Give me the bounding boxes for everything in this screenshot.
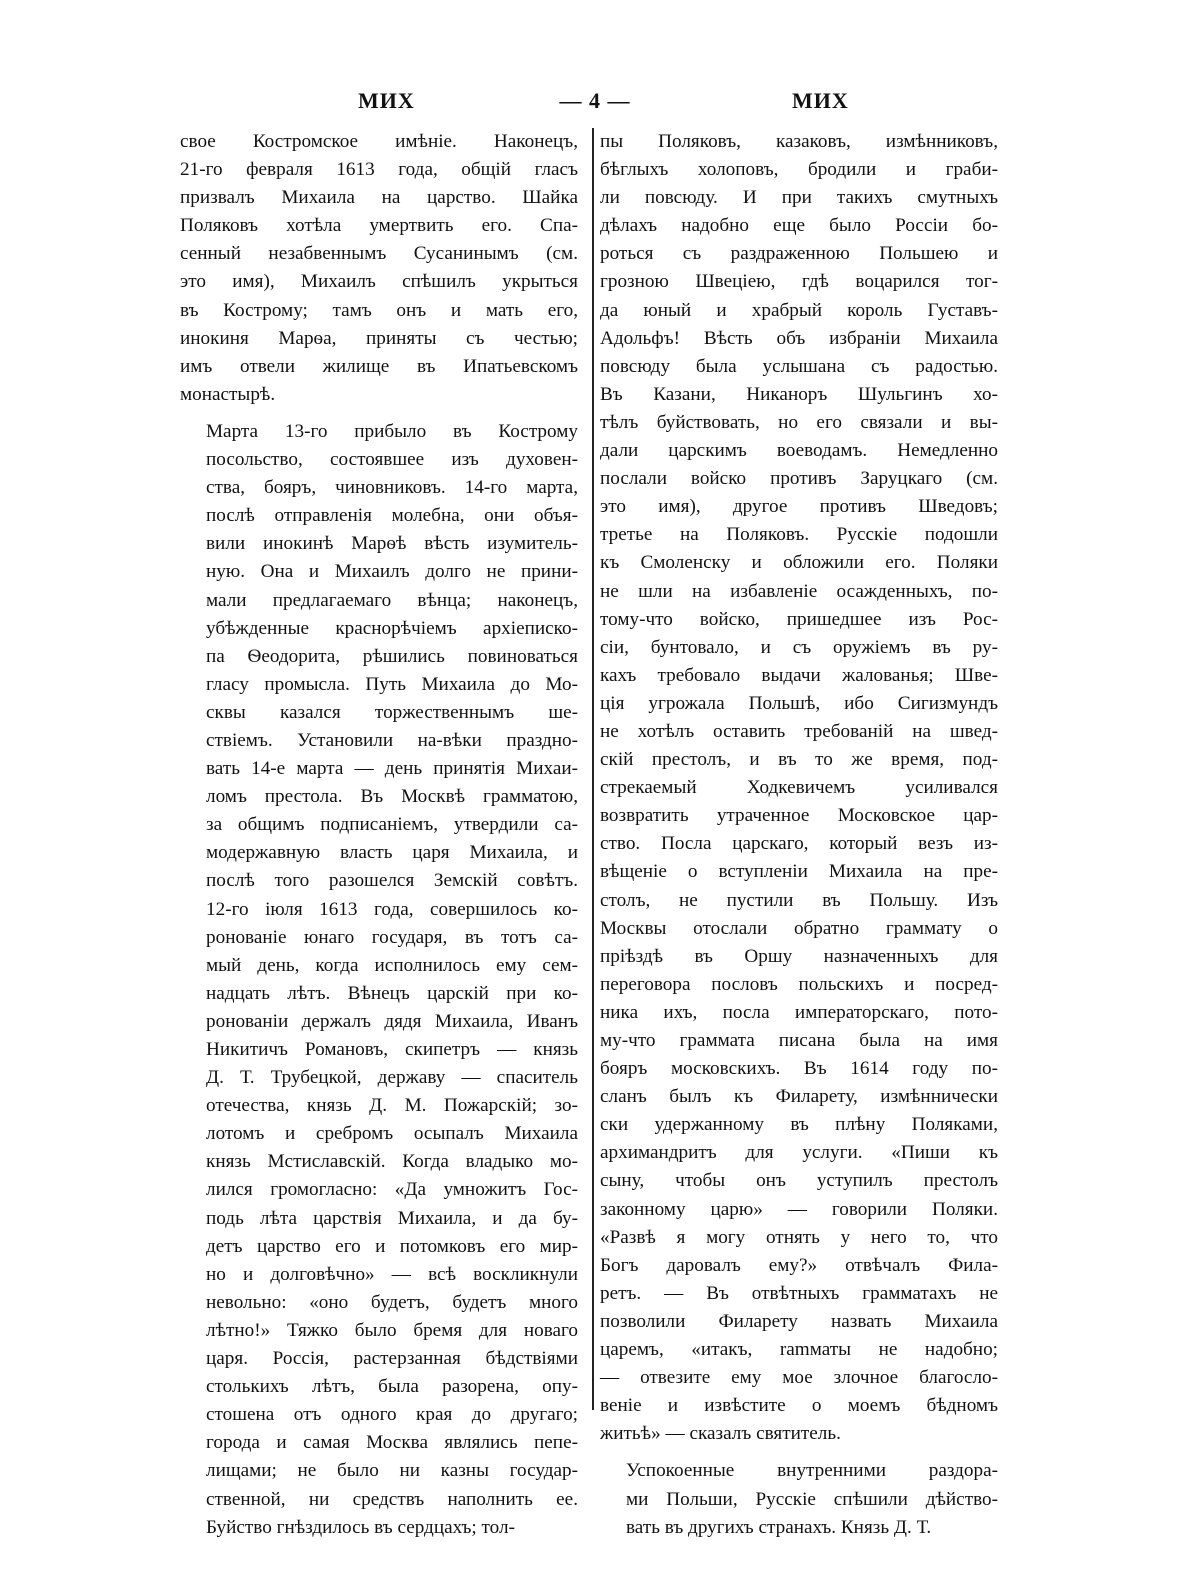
text-line: лищами; не было ни казны государ- <box>206 1460 578 1482</box>
text-line: — отвезите ему мое злочное благосло- <box>600 1367 998 1389</box>
text-line: въ Кострому; тамъ онъ и мать его, <box>180 299 578 321</box>
text-line: имъ отвели жилище въ Ипатьевскомъ <box>180 355 578 377</box>
text-line: Д. Т. Трубецкой, державу — спаситель <box>206 1067 578 1089</box>
text-line: царя. Россія, растерзанная бѣдствіями <box>206 1348 578 1370</box>
text-line: законному царю» — говорили Поляки. <box>600 1198 998 1220</box>
text-line: вать 14-е марта — день принятія Михаи- <box>206 758 578 780</box>
text-line: дѣлахъ надобно еще было Россіи бо- <box>600 215 998 237</box>
text-line: модержавную власть царя Михаила, и <box>206 842 578 864</box>
text-line: возвратить утраченное Московское цар- <box>600 805 998 827</box>
text-line: призвалъ Михаила на царство. Шайка <box>180 187 578 209</box>
text-line: Въ Казани, Никаноръ Шульгинъ хо- <box>600 383 998 405</box>
text-line: лился громогласно: «Да умножитъ Гос- <box>206 1179 578 1201</box>
text-line: ція угрожала Польшѣ, ибо Сигизмундъ <box>600 692 998 714</box>
text-line: ства, бояръ, чиновниковъ. 14-го марта, <box>206 477 578 499</box>
text-line: Марта 13-го прибыло въ Кострому <box>206 420 578 442</box>
text-line: посольство, состоявшее изъ духовен- <box>206 449 578 471</box>
text-line: гласу промысла. Путь Михаила до Мо- <box>206 673 578 695</box>
text-line: послѣ того разошелся Земскій совѣтъ. <box>206 870 578 892</box>
text-line: пы Поляковъ, казаковъ, измѣнниковъ, <box>600 131 998 152</box>
text-line: пріѣздѣ въ Оршу назначенныхъ для <box>600 945 998 967</box>
text-line: мый день, когда исполнилось ему сем- <box>206 954 578 976</box>
text-line: сквы казался торжественнымъ ше- <box>206 701 578 723</box>
paragraph <box>600 1457 998 1541</box>
text-line: не хотѣлъ оставить требованій на швед- <box>600 720 998 742</box>
text-line: свое Костромское имѣніе. Наконецъ, <box>180 131 578 152</box>
text-line: сыну, чтобы онъ уступилъ престолъ <box>600 1170 998 1192</box>
text-line: «Развѣ я могу отнять у него то, что <box>600 1226 998 1248</box>
running-head-left: МИХ <box>358 88 415 113</box>
right-text-column <box>600 128 998 1542</box>
text-line: ли повсюду. И при такихъ смутныхъ <box>600 187 998 209</box>
text-line: роться съ раздраженною Польшею и <box>600 243 998 265</box>
text-line: монастырѣ. <box>180 383 276 405</box>
text-line: Никитичъ Романовъ, скипетръ — князь <box>206 1039 578 1060</box>
paragraph <box>600 128 998 1448</box>
text-line: ски удержанному въ плѣну Поляками, <box>600 1114 998 1136</box>
text-line: кахъ требовало выдачи жалованья; Шве- <box>600 664 998 686</box>
text-line: 12-го іюля 1613 года, совершилось ко- <box>206 898 578 920</box>
text-line: невольно: «оно будетъ, будетъ много <box>206 1291 578 1313</box>
text-line: это имя), Михаилъ спѣшилъ укрыться <box>180 271 578 293</box>
text-line: му-что граммата писана была на имя <box>600 1030 998 1051</box>
text-line: за общимъ подписаніемъ, утвердили са- <box>206 814 578 836</box>
text-line: ми Польши, Русскіе спѣшили дѣйство- <box>626 1488 998 1510</box>
text-line: архимандритъ для услуги. «Пиши къ <box>600 1142 998 1164</box>
text-line: стошена отъ одного края до другаго; <box>206 1404 578 1426</box>
text-line: Адольфъ! Вѣсть объ избраніи Михаила <box>600 327 998 349</box>
text-line: па Ѳеодорита, рѣшились повиноваться <box>206 645 578 667</box>
text-line: ную. Она и Михаилъ долго не прини- <box>206 561 578 583</box>
text-line: сланъ былъ къ Филарету, измѣннически <box>600 1086 998 1108</box>
paragraph <box>180 418 578 1542</box>
text-line: Москвы отослали обратно граммату о <box>600 917 998 939</box>
text-line: Буйство гнѣздилось въ сердцахъ; тол- <box>206 1516 515 1538</box>
text-line: повсюду была услышана съ радостью. <box>600 355 998 377</box>
text-line: убѣжденные краснорѣчіемъ архіеписко- <box>206 617 578 639</box>
text-line: тѣлъ буйствовать, но его связали и вы- <box>600 411 998 433</box>
text-line: но и долговѣчно» — всѣ воскликнули <box>206 1263 578 1285</box>
text-line: сіи, бунтовало, и съ оружіемъ въ ру- <box>600 636 998 658</box>
text-line: подь лѣта царствія Михаила, и да бу- <box>206 1207 578 1229</box>
text-line: ронованіе юнаго государя, въ тотъ са- <box>206 926 578 948</box>
text-line: ственной, ни средствъ наполнить ее. <box>206 1488 578 1510</box>
text-line: вѣщеніе о вступленіи Михаила на пре- <box>600 861 998 883</box>
text-line: ство. Посла царскаго, который везъ из- <box>600 833 998 855</box>
text-line: столькихъ лѣтъ, была разорена, опу- <box>206 1376 578 1398</box>
text-line: позволили Филарету назвать Михаила <box>600 1310 998 1332</box>
text-line: лотомъ и сребромъ осыпалъ Михаила <box>206 1123 578 1145</box>
text-line: столъ, не пустили въ Польшу. Изъ <box>600 889 998 911</box>
text-line: надцать лѣтъ. Вѣнецъ царскій при ко- <box>206 982 578 1004</box>
text-line: царемъ, «итакъ, ramматы не надобно; <box>600 1339 998 1361</box>
text-line: послѣ отправленія молебна, они объя- <box>206 505 578 527</box>
text-line: вать въ другихъ странахъ. Князь Д. Т. <box>626 1516 932 1538</box>
text-line: 21-го февраля 1613 года, общій гласъ <box>180 159 578 181</box>
text-line: дали царскимъ воеводамъ. Немедленно <box>600 440 998 462</box>
text-line: стрекаемый Ходкевичемъ усиливался <box>600 777 998 799</box>
text-line: сенный незабвеннымъ Сусанинымъ (см. <box>180 243 578 265</box>
text-line: Богъ даровалъ ему?» отвѣчалъ Фила- <box>600 1254 998 1276</box>
page-number: — 4 — <box>559 88 631 113</box>
text-line: скій престолъ, и въ то же время, под- <box>600 749 998 771</box>
running-head-right: МИХ <box>792 88 849 113</box>
text-line: не шли на избавленіе осажденныхъ, по- <box>600 580 998 602</box>
text-line: Поляковъ хотѣла умертвить его. Спа- <box>180 215 578 237</box>
text-line: лѣтно!» Тяжко было бремя для новаго <box>206 1319 578 1341</box>
text-line: ника ихъ, посла императорскаго, пото- <box>600 1001 998 1023</box>
text-line: переговора пословъ польскихъ и посред- <box>600 973 998 995</box>
left-text-column <box>180 128 578 1542</box>
text-line: тому-что войско, пришедшее изъ Рос- <box>600 608 998 630</box>
text-line: житьѣ» — сказалъ святитель. <box>600 1423 841 1445</box>
text-line: ломъ престола. Въ Москвѣ грамматою, <box>206 786 578 808</box>
text-line: веніе и извѣстите о моемъ бѣдномъ <box>600 1395 998 1417</box>
page-header <box>180 88 1010 128</box>
paragraph <box>180 128 578 409</box>
text-line: это имя), другое противъ Шведовъ; <box>600 496 998 518</box>
text-line: ретъ. — Въ отвѣтныхъ грамматахъ не <box>600 1282 998 1304</box>
text-line: ствіемъ. Установили на-вѣки праздно- <box>206 729 578 751</box>
text-line: города и самая Москва являлись пепе- <box>206 1432 578 1454</box>
text-line: третье на Поляковъ. Русскіе подошли <box>600 524 998 546</box>
text-line: мали предлагаемаго вѣнца; наконецъ, <box>206 589 578 611</box>
text-line: инокиня Марѳа, приняты съ честью; <box>180 327 578 349</box>
text-line: да юный и храбрый король Густавъ- <box>600 299 998 321</box>
text-line: ронованіи держалъ дядя Михаила, Иванъ <box>206 1010 578 1032</box>
text-line: Успокоенные внутренними раздора- <box>626 1460 998 1482</box>
text-line: детъ царство его и потомковъ его мир- <box>206 1235 578 1257</box>
column-divider <box>592 128 594 1410</box>
text-line: бѣглыхъ холоповъ, бродили и граби- <box>600 159 998 181</box>
text-line: вили инокинѣ Марѳѣ вѣсть изумитель- <box>206 533 578 555</box>
text-line: отечества, князь Д. М. Пожарскій; зо- <box>206 1095 578 1117</box>
text-line: князь Мстиславскій. Когда владыко мо- <box>206 1151 578 1173</box>
text-line: бояръ московскихъ. Въ 1614 году по- <box>600 1058 998 1080</box>
text-line: послали войско противъ Заруцкаго (см. <box>600 468 998 490</box>
text-line: къ Смоленску и обложили его. Поляки <box>600 552 998 574</box>
text-line: грозною Швеціею, гдѣ воцарился тог- <box>600 271 998 293</box>
